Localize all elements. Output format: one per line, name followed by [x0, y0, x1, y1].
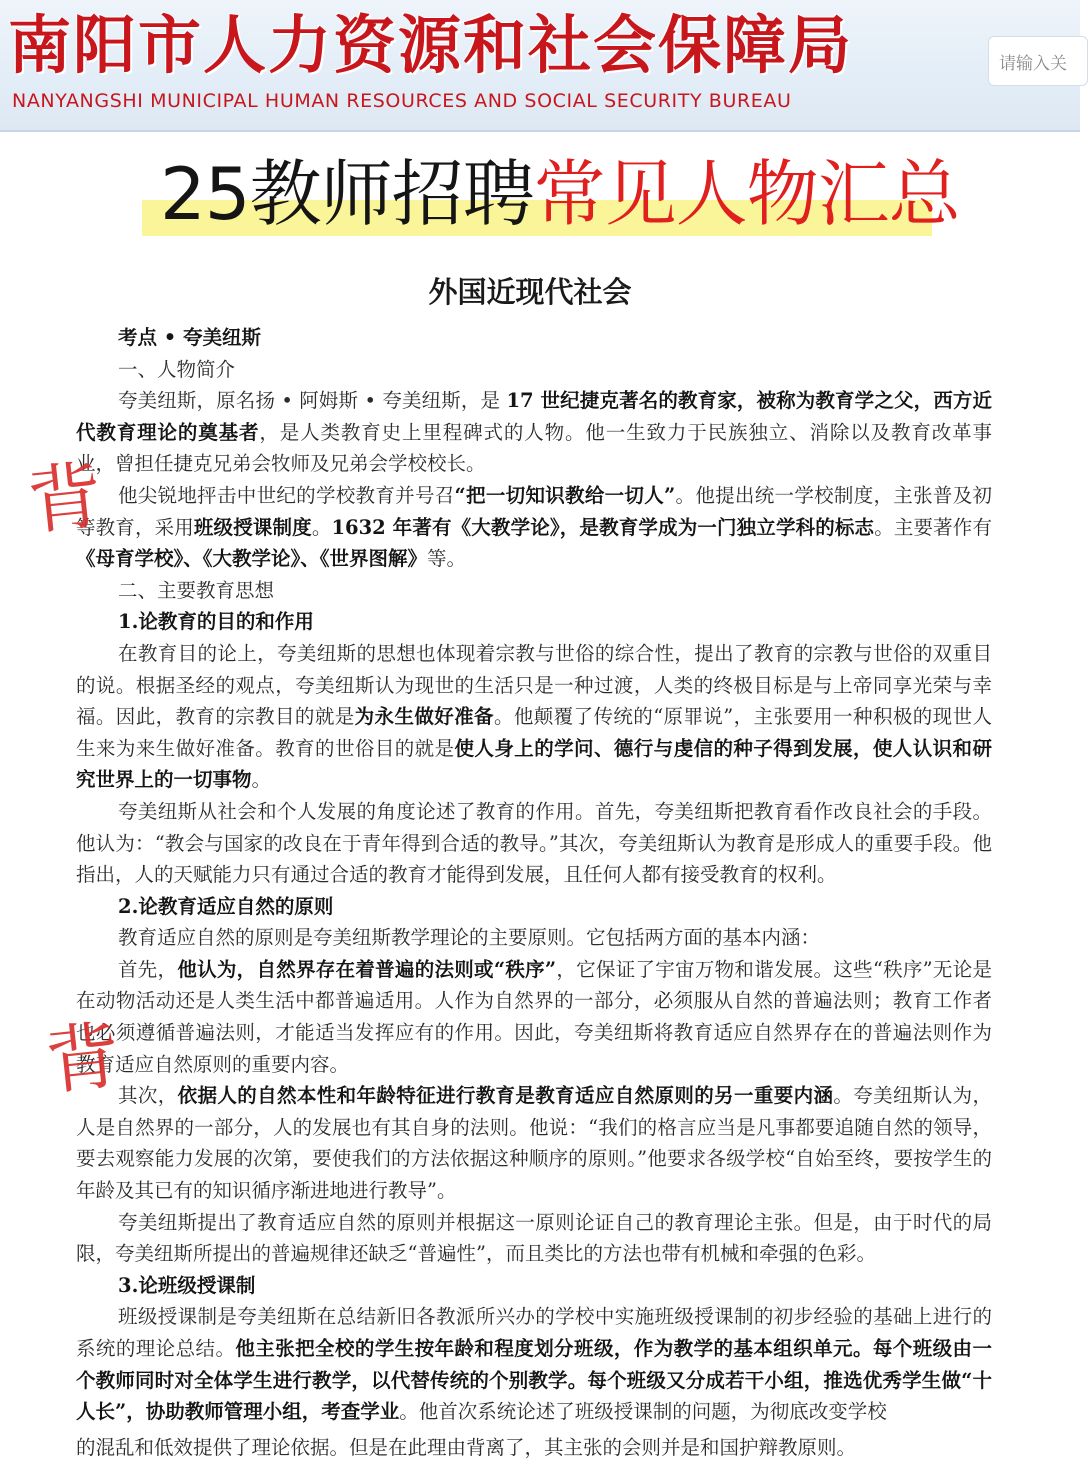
paragraph: 夸美纽斯提出了教育适应自然的原则并根据这一原则论证自己的教育理论主张。但是，由于时代的局限，夸美纽斯所提出的普遍规律还缺乏“普遍性”，而且类比的方法也带有机械和牵强的色彩。 [76, 1210, 992, 1266]
subheading: 3.论班级授课制 [118, 1273, 256, 1297]
site-header [0, 0, 1080, 132]
site-title[interactable]: 南阳市人力资源和社会保障局 [8, 9, 853, 82]
subheading: 1.论教育的目的和作用 [118, 610, 314, 634]
paragraph: 夸美纽斯，原名扬 • 阿姆斯 • 夸美纽斯，是 17 世纪捷克著名的教育家，被称为教育学之父，西方近代教育理论的奠基者，是人类教育史上里程碑式的人物。他一生致力于民族独立、消除以及教育改革事业，曾担任捷克兄弟会牧师及兄弟会学校校长。 [76, 389, 992, 476]
handwritten-stamp: 背 [41, 1012, 125, 1106]
paragraph: 其次，依据人的自然本性和年龄特征进行教育是教育适应自然原则的另一重要内涵。夸美纽斯认为，人是自然界的一部分，人的发展也有其自身的法则。他说：“我们的格言应当是凡事都要追随自然的领导，要去观察能力发展的次第，要使我们的方法依据这种顺序的原则。”他要求各级学校“自始至终，要按学生的年龄及其已有的知识循序渐进地进行教导”。 [76, 1084, 992, 1203]
paragraph: 他尖锐地抨击中世纪的学校教育并号召“把一切知识教给一切人”。他提出统一学校制度，主张普及初等教育，采用班级授课制度。1632 年著有《大教学论》，是教育学成为一门独立学科的标志。主要著作有《母育学校》、《大教学论》、《世界图解》等。 [76, 483, 992, 571]
section-title: 外国近现代社会 [428, 275, 632, 309]
paragraph: 在教育目的论上，夸美纽斯的思想也体现着宗教与世俗的综合性，提出了教育的宗教与世俗的双重目的说。根据圣经的观点，夸美纽斯认为现世的生活只是一种过渡，人类的终极目标是与上帝同享光荣与幸福。因此，教育的宗教目的就是为永生做好准备。他颠覆了传统的“原罪说”，主张要用一种积极的现世人生来为来生做好准备。教育的世俗目的就是使人身上的学问、德行与虔信的种子得到发展，使人认识和研究世界上的一切事物。 [76, 641, 992, 792]
handwritten-stamp: 背 [23, 452, 107, 546]
thought-heading: 二、主要教育思想 [118, 578, 275, 602]
cut-off-line: 的混乱和低效提供了理论依据。但是在此理由背离了，其主张的会则并是和国护辩教原则。 [76, 1436, 857, 1459]
banner-title-black: 25教师招聘 [160, 152, 534, 236]
paragraph: 班级授课制是夸美纽斯在总结新旧各教派所兴办的学校中实施班级授课制的初步经验的基础上进行的系统的理论总结。他主张把全校的学生按年龄和程度划分班级，作为教学的基本组织单元。每个班级由一个教师同时对全体学生进行教学，以代替传统的个别教学。每个班级又分成若干小组，推选优秀学生做“十人长”，协助教师管理小组，考查学业。他首次系统论述了班级授课制的问题，为彻底改变学校 [76, 1305, 992, 1424]
intro-heading: 一、人物简介 [118, 357, 236, 381]
banner-title [160, 152, 960, 236]
paragraph: 首先，他认为，自然界存在着普遍的法则或“秩序”，它保证了宇宙万物和谐发展。这些“秩序”无论是在动物活动还是人类生活中都普遍适用。人作为自然界的一部分，必须服从自然的普遍法则；教育工作者也必须遵循普遍法则，才能适当发挥应有的作用。因此，夸美纽斯将教育适应自然界存在的普遍法则作为教育适应自然原则的重要内容。 [76, 957, 992, 1076]
subheading: 2.论教育适应自然的原则 [118, 894, 334, 918]
banner-title-red: 常见人物汇总 [533, 152, 960, 236]
topic-banner [140, 150, 960, 240]
exam-point-heading: 考点 • 夸美纽斯 [118, 326, 262, 349]
paragraph: 夸美纽斯从社会和个人发展的角度论述了教育的作用。首先，夸美纽斯把教育看作改良社会的手段。他认为：“教会与国家的改良在于青年得到合适的教导。”其次，夸美纽斯认为教育是形成人的重要手段。他指出，人的天赋能力只有通过合适的教育才能得到发展，且任何人都有接受教育的权利。 [76, 799, 992, 887]
search-input[interactable]: 请输入关 [988, 36, 1088, 86]
document-body [76, 322, 992, 1428]
paragraph: 教育适应自然的原则是夸美纽斯教学理论的主要原则。它包括两方面的基本内涵： [118, 926, 821, 950]
site-subtitle: NANYANGSHI MUNICIPAL HUMAN RESOURCES AND SOCIAL SECURITY BUREAU [12, 90, 792, 112]
